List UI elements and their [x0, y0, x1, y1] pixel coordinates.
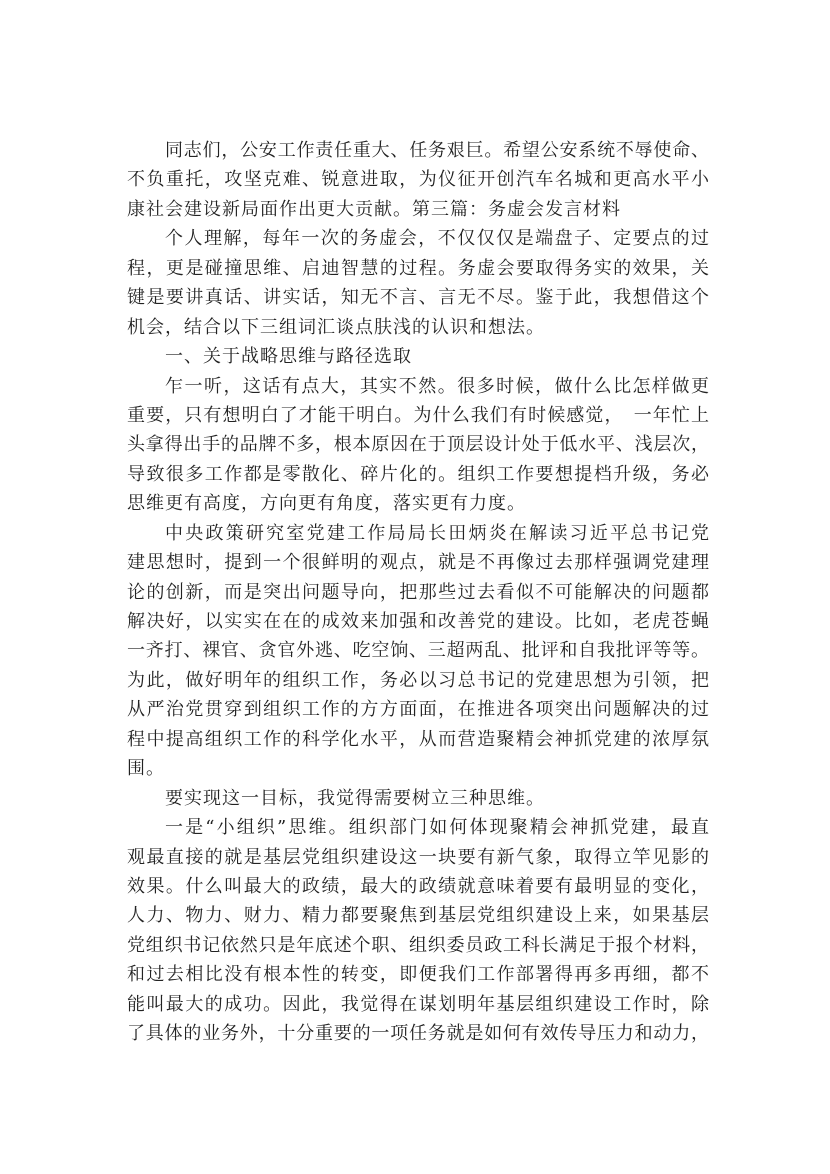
text-line: 围。: [127, 758, 165, 780]
text-line: 同志们，公安工作责任重大、任务艰巨。希望公安系统不辱使命、: [165, 140, 709, 161]
text-line: 论的创新，而是突出问题导向，把那些过去看似不可能解决的问题都: [127, 581, 709, 603]
text-line: 导致很多工作都是零散化、碎片化的。组织工作要想提档升级，务必: [127, 463, 709, 485]
text-line: 康社会建设新局面作出更大贡献。第三篇：务虚会发言材料: [127, 198, 621, 220]
text-line: 思维更有高度，方向更有角度，落实更有力度。: [127, 493, 526, 515]
text-line: 一齐打、裸官、贪官外逃、吃空饷、三超两乱、批评和自我批评等等。: [127, 640, 709, 662]
text-line: 不负重托，攻坚克难、锐意进取，为仪征开创汽车名城和更高水平小: [127, 169, 709, 191]
text-line: 党组织书记依然只是年底述个职、组织委员政工科长满足于报个材料，: [127, 934, 709, 956]
text-line: 从严治党贯穿到组织工作的方方面面，在推进各项突出问题解决的过: [127, 699, 709, 721]
text-line: 能叫最大的成功。因此，我觉得在谋划明年基层组织建设工作时，除: [127, 993, 709, 1015]
text-line: 建思想时，提到一个很鲜明的观点，就是不再像过去那样强调党建理: [127, 552, 709, 574]
text-line: 效果。什么叫最大的政绩，最大的政绩就意味着要有最明显的变化，: [127, 875, 709, 897]
text-line: 和过去相比没有根本性的转变，即便我们工作部署得再多再细，都不: [127, 964, 709, 986]
document-body: [127, 136, 709, 1049]
text-line: 解决好，以实实在在的成效来加强和改善党的建设。比如，老虎苍蝇: [127, 611, 709, 632]
text-line: 人力、物力、财力、精力都要聚焦到基层党组织建设上来，如果基层: [127, 905, 709, 927]
text-line: 程中提高组织工作的科学化水平，从而营造聚精会神抓党建的浓厚氛: [127, 728, 709, 750]
text-line: 为此，做好明年的组织工作，务必以习总书记的党建思想为引领，把: [127, 669, 709, 691]
text-line: 要实现这一目标，我觉得需要树立三种思维。: [165, 787, 545, 809]
text-line: 程，更是碰撞思维、启迪智慧的过程。务虚会要取得务实的效果，关: [127, 257, 709, 279]
text-line: 重要，只有想明白了才能干明白。为什么我们有时候感觉， 一年忙上: [127, 404, 709, 426]
text-line: 个人理解，每年一次的务虚会，不仅仅仅是端盘子、定要点的过: [165, 228, 709, 250]
text-line: 乍一听，这话有点大，其实不然。很多时候，做什么比怎样做更: [165, 375, 709, 397]
text-line: 观最直接的就是基层党组织建设这一块要有新气象，取得立竿见影的: [127, 846, 709, 868]
text-line: 键是要讲真话、讲实话，知无不言、言无不尽。鉴于此，我想借这个: [127, 287, 709, 309]
text-line: 了具体的业务外，十分重要的一项任务就是如何有效传导压力和动力，: [127, 1023, 709, 1045]
text-line: 中央政策研究室党建工作局局长田炳炎在解读习近平总书记党: [165, 522, 709, 544]
text-line: 头拿得出手的品牌不多，根本原因在于顶层设计处于低水平、浅层次，: [127, 434, 709, 456]
text-line: 机会，结合以下三组词汇谈点肤浅的认识和想法。: [127, 316, 545, 338]
text-line: 一、关于战略思维与路径选取: [165, 346, 412, 368]
text-line: 一是“小组织”思维。组织部门如何体现聚精会神抓党建，最直: [165, 817, 709, 839]
